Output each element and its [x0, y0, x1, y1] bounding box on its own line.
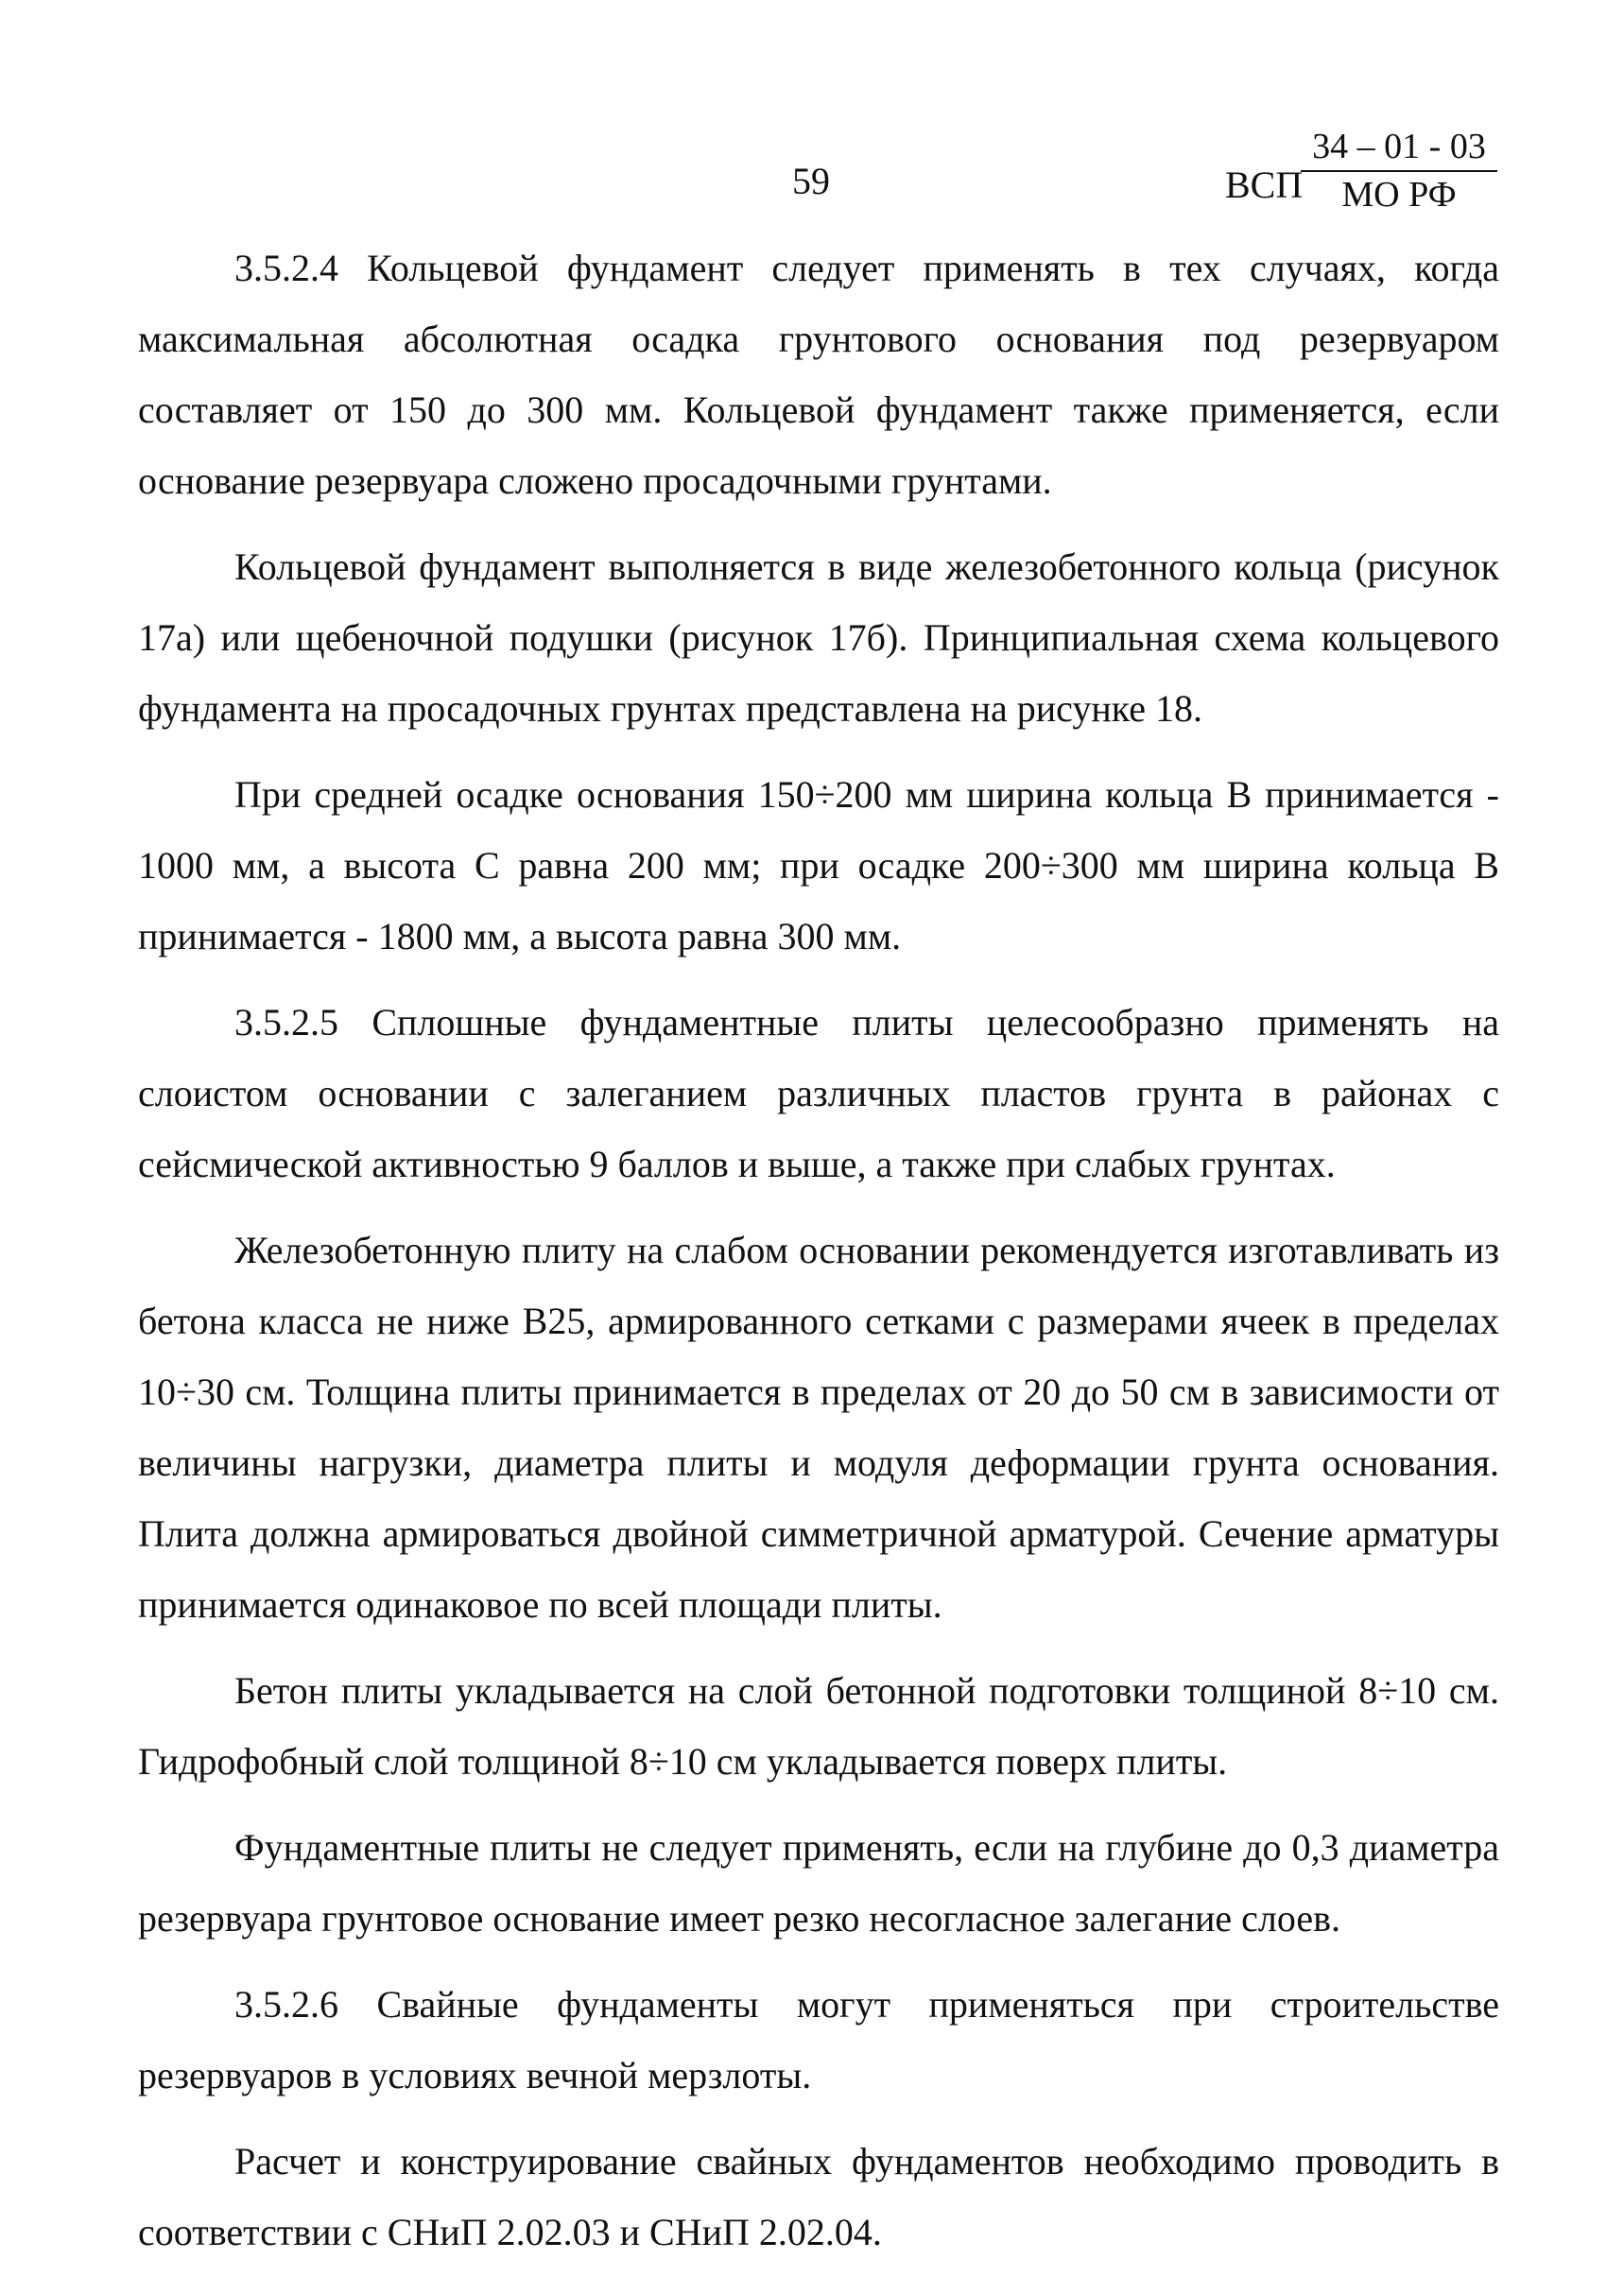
paragraph-ring-foundation-design: Кольцевой фундамент выполняется в виде железобетонного кольца (рисунок 17а) или щебеночной подушки (рисунок 17б). Принципиальная схема кольцевого фундамента на просадочных грунтах представлена на рисунке 18.	[138, 545, 1499, 730]
paragraph-pile-calculation: Расчет и конструирование свайных фундаментов необходимо проводить в соответствии с СНиП 2.02.03 и СНиП 2.02.04.	[138, 2140, 1499, 2253]
paragraph-slab-restrictions: Фундаментные плиты не следует применять, если на глубине до 0,3 диаметра резервуара грунтовое основание имеет резко несогласное залегание слоев.	[138, 1826, 1499, 1940]
paragraph-3-5-2-6: 3.5.2.6 Свайные фундаменты могут применяться при строительстве резервуаров в условиях вечной мерзлоты.	[138, 1983, 1499, 2096]
document-code-organization: МО РФ	[1341, 175, 1457, 215]
document-code-fraction	[1301, 125, 1497, 217]
paragraph-3-5-2-4: 3.5.2.4 Кольцевой фундамент следует применять в тех случаях, когда максимальная абсолютная осадка грунтового основания под резервуаром составляет от 150 до 300 мм. Кольцевой фундамент также применяется, если основание резервуара сложено просадочными грунтами.	[138, 247, 1499, 502]
paragraph-slab-concrete-layers: Бетон плиты укладывается на слой бетонной подготовки толщиной 8÷10 см. Гидрофобный слой толщиной 8÷10 см укладывается поверх плиты.	[138, 1669, 1499, 1783]
paragraph-slab-reinforcement: Железобетонную плиту на слабом основании рекомендуется изготавливать из бетона класса не ниже В25, армированного сетками с размерами ячеек в пределах 10÷30 см. Толщина плиты принимается в пределах от 20 до 50 см в зависимости от величины нагрузки, диаметра плиты и модуля деформации грунта основания. Плита должна армироваться двойной симметричной арматурой. Сечение арматуры принимается одинаковое по всей площади плиты.	[138, 1229, 1499, 1626]
body-text	[138, 233, 1499, 2283]
page-number: 59	[792, 160, 830, 202]
document-code-number: 34 – 01 - 03	[1301, 125, 1497, 172]
paragraph-3-5-2-5: 3.5.2.5 Сплошные фундаментные плиты целесообразно применять на слоистом основании с залеганием различных пластов грунта в районах с сейсмической активностью 9 баллов и выше, а также при слабых грунтах.	[138, 1001, 1499, 1185]
document-code	[1225, 125, 1499, 229]
paragraph-ring-dimensions: При средней осадке основания 150÷200 мм ширина кольца В принимается - 1000 мм, а высота С равна 200 мм; при осадке 200÷300 мм ширина кольца В принимается - 1800 мм, а высота равна 300 мм.	[138, 773, 1499, 957]
document-code-prefix: ВСП	[1225, 164, 1304, 206]
